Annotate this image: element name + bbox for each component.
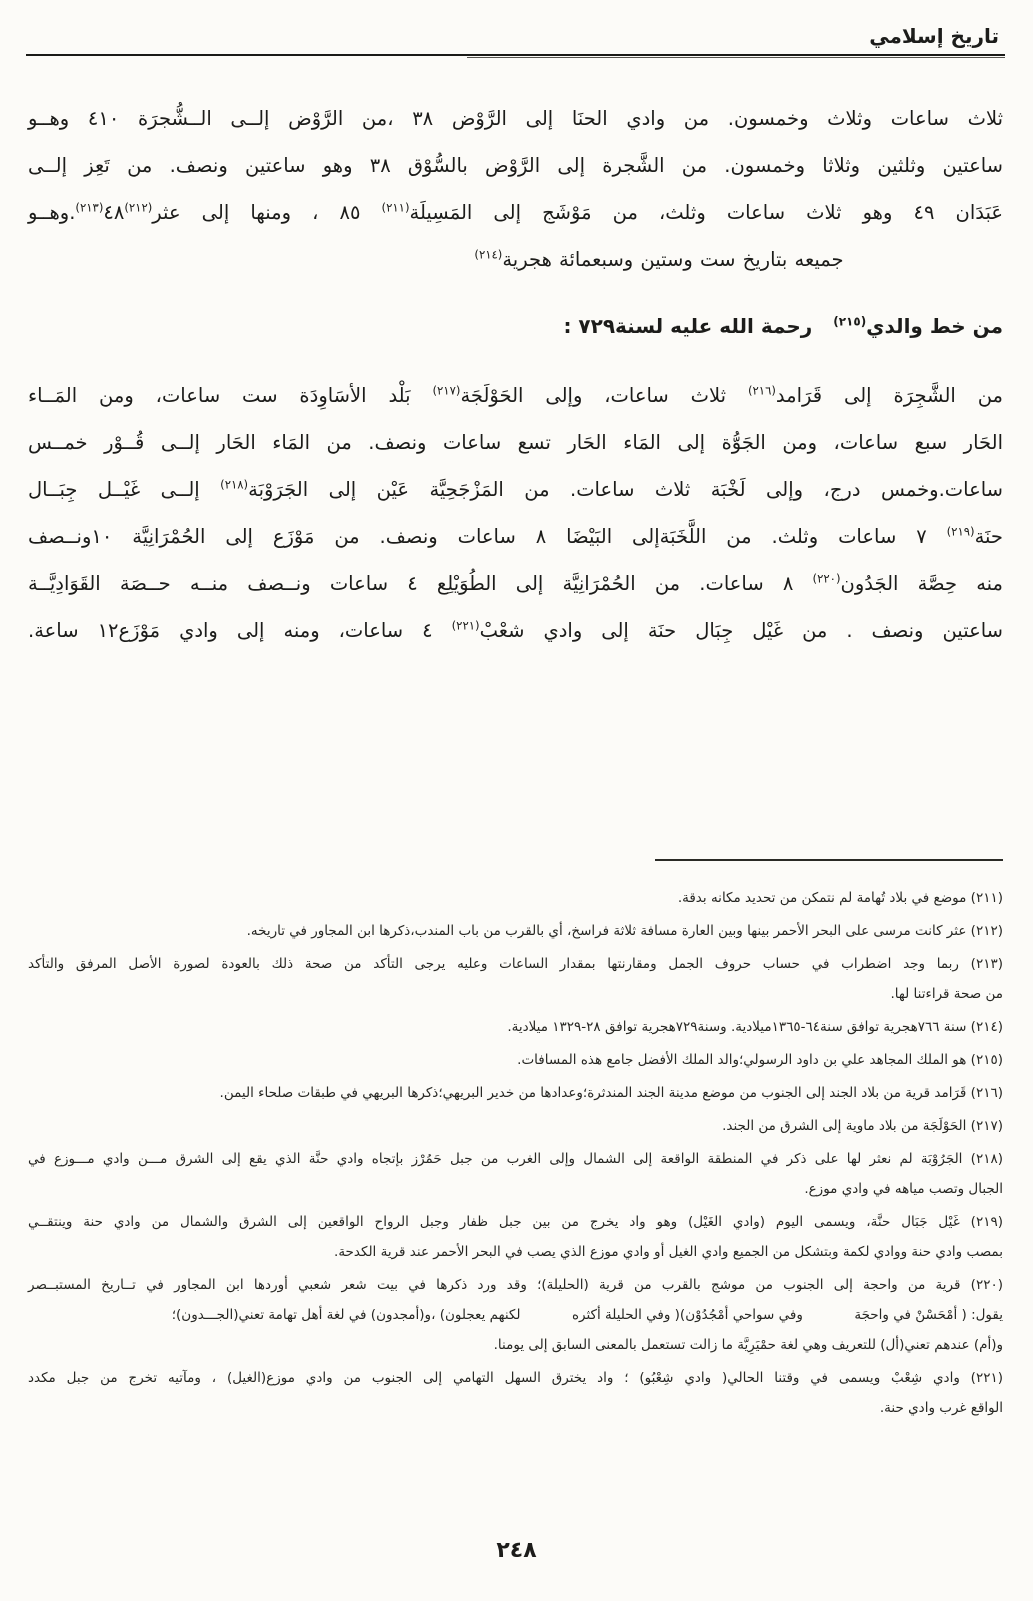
footnote-218 [28,1144,1003,1204]
footnotes-block [28,883,1003,1423]
body-line: ساعات.وخمس درج، وإلى لَخْبَة ثلاث ساعات. من المَزْجَحِيَّة عَيْن إلى الجَرَوْبَة$^{(٢١٨)}$ إلــى غَيْــل جِبَــال [28,477,1003,501]
body-line: ساعتين ونصف . من غَيْل جِبَال حنَة إلى وادي شعْبْ$^{(٢٢١)}$ ٤ ساعات، ومنه إلى وادي مَوْزَع١٢ ساعة. [28,618,1003,642]
footnote-220 [28,1270,1003,1360]
footnote-line: (٢١٨) الجَرُوْبَة لم نعثر لها على ذكر في المنطقة الواقعة إلى الشمال وإلى الغرب من جبل حَمُرْز بإتجاه وادي حنَّة الذي يقع إلى الشرق مـــن وادي مـــوزع في [28,1151,1003,1167]
section-heading: من خط والدي$^{(٢١٥)}$ رحمة الله عليه لسنة٧٢٩ : [563,314,1003,338]
running-head-title: تاريخ إسلامي [869,24,999,48]
footnote-line: (٢١٤) سنة ٧٦٦هجرية توافق سنة٦٤-١٣٦٥ميلادية. وسنة٧٢٩هجرية توافق ٢٨-١٣٢٩ ميلادية. [507,1019,1003,1035]
footnote-line: من صحة قراءتنا لها. [890,986,1003,1002]
footnote-separator-rule [655,859,1003,861]
paragraph-distances-1 [28,95,1003,283]
footnote-214 [28,1012,1003,1042]
footnote-line: (٢١٢) عثر كانت مرسى على البحر الأحمر بينها وبين العارة مسافة ثلاثة فراسخ، أي بالقرب من باب المندب،ذكرها ابن المجاور في تاريخه. [246,923,1003,939]
body-line: حنَة$^{(٢١٩)}$ ٧ ساعات وثلث. من اللَّخَبَةإلى البَيْضَا ٨ ساعات ونصف. من مَوْزَع إلى الحُمْرَانِيَّة ١٠ونــصف [28,524,1003,548]
body-line: ساعتين وثلثين وثلاثا وخمسون. من الشَّجرة إلى الرَّوْض بالسُّوْق ٣٨ وهو ساعتين ونصف. من تَعِز إلــى [28,154,1003,177]
body-line: عَبَدَان ٤٩ وهو ثلاث ساعات وثلث، من مَوْشَج إلى المَسِيلَة$^{(٢١١)}$ ٨٥ ، ومنها إلى عثر$^{(٢١٢)}$٤٨$^{(٢١٣)}$.وهــو [28,200,1003,224]
footnote-line: (٢٢١) وادي شِعْبْ ويسمى في وقتنا الحالي( وادي شِعْبُو) ؛ واد يخترق السهل التهامي إلى الجنوب من وادي موزع(الغيل) ، ومآتيه تخرج من جبل مكدد [28,1370,1003,1386]
paragraph-distances-2 [28,372,1003,654]
footnote-line: (٢١١) موضع في بلاد تُهامة لم نتمكن من تحديد مكانه بدقة. [677,890,1003,906]
footnote-line: (٢٢٠) قرية من واحجة إلى الجنوب من موشج بالقرب من قرية (الحليلة)؛ وقد ورد ذكرها في بيت شعر شعبي أوردها ابن المجاور في تــاريخ المستبــصر [28,1277,1003,1293]
footnote-221 [28,1363,1003,1423]
page-header [0,0,1033,48]
footnote-212 [28,916,1003,946]
page-number: ٢٤٨ [496,1538,537,1563]
header-rule [26,54,1005,59]
footnote-215 [28,1045,1003,1075]
body-line: منه حِصَّة الجَدُون$^{(٢٢٠)}$ ٨ ساعات. من الحُمْرَانِيَّة إلى الطُوَيْلِع ٤ ساعات ونــصف منــه حــصَة القَوَادِيَّــة [28,571,1003,595]
body-line: من الشَّجِرَة إلى قَرَامد$^{(٢١٦)}$ ثلاث ساعات، وإلى الحَوْلَجَة$^{(٢١٧)}$ بَلْد الأسَاوِدَة ست ساعات، ومن المَــاء [28,383,1003,407]
footnote-219 [28,1207,1003,1267]
body-line-closing: جميعه بتاريخ ست وستين وسبعمائة هجرية$^{(٢١٤)}$ [474,247,844,271]
footnote-217 [28,1111,1003,1141]
footnote-line: و(أم) عندهم تعني(أل) للتعريف وهي لغة حمْيَرِيَّة ما زالت تستعمل بالمعنى السابق إلى يومنا. [493,1337,1003,1353]
footnote-line: (٢١٣) ربما وجد اضطراب في حساب حروف الجمل ومقارنتها بمقدار الساعات وعليه يرجى التأكد من صحة ذلك بالعودة لصورة الأصل المرفق والتأكد [28,956,1003,972]
body-line: الحَار سبع ساعات، ومن الجَوُّة إلى المَاء الحَار تسع ساعات ونصف. من المَاء الحَار إلــى قُــوْر خمــس [28,431,1003,454]
footnote-216 [28,1078,1003,1108]
footnote-line: يقول: ( أمْحَسْنْ في واحجَة وفي سواحي أمْجُدُوْن)( وفي الحليلة أكثره لكنهم يعجلون) ،و(أمجدون) في لغة أهل تهامة تعني(الجـــدون)؛ [171,1307,1003,1323]
footnote-211 [28,883,1003,913]
main-text [28,95,1003,654]
footnote-line: بمصب وادي حنة ووادي لكمة وبتشكل من الجميع وادي الغيل أو وادي موزع الذي يصب في البحر الأحمر عند قرية الكدحة. [334,1244,1003,1260]
footnote-line: الواقع غرب وادي حنة. [879,1400,1003,1416]
footnote-line: (٢١٦) قَرَامد قرية من بلاد الجند إلى الجنوب من موضع مدينة الجند المندثرة؛وعدادها من خدير البريهي؛ذكرها البريهي في طبقات صلحاء اليمن. [219,1085,1003,1101]
footnote-line: (٢١٧) الحَوْلَجَة من بلاد ماوية إلى الشرق من الجند. [722,1118,1003,1134]
footnote-line: الجبال وتصب مياهه في وادي موزع. [804,1181,1003,1197]
footnote-line: (٢١٥) هو الملك المجاهد علي بن داود الرسولي؛والد الملك الأفضل جامع هذه المسافات. [517,1052,1003,1068]
footnote-213 [28,949,1003,1009]
body-line: ثلاث ساعات وثلاث وخمسون. من وادي الحنَا إلى الرَّوْض ٣٨ ،من الرَّوْض إلــى الــشُّجرَة ٤١٠ وهــو [28,107,1004,130]
footnote-line: (٢١٩) غَيْل جَبَال حنَّة، ويسمى اليوم (وادي الغَيْل) وهو واد يخرج من بين جبل ظفار وجبل الرواح الواقعين إلى الشرق والشمال من وادي حنة وينتقــي [28,1214,1003,1230]
